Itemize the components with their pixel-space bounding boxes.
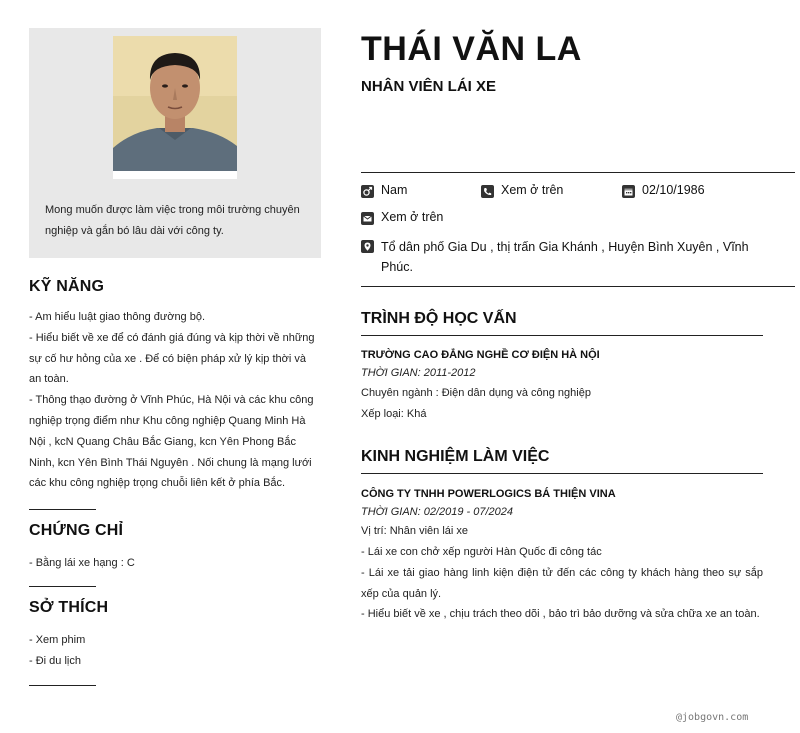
email-value: Xem ở trên bbox=[381, 210, 444, 224]
profile-photo bbox=[113, 36, 237, 179]
skill-item: - Am hiểu luật giao thông đường bộ. bbox=[29, 311, 206, 323]
address-row bbox=[361, 237, 761, 277]
profile-card bbox=[29, 28, 321, 258]
location-pin-icon bbox=[361, 239, 374, 252]
phone-icon bbox=[481, 185, 494, 198]
experience-period: THỜI GIAN: 02/2019 - 07/2024 bbox=[361, 506, 514, 518]
left-column bbox=[29, 28, 321, 667]
candidate-name: THÁI VĂN LA bbox=[361, 30, 582, 68]
education-title: TRÌNH ĐỘ HỌC VẤN bbox=[361, 310, 517, 327]
hobby-item: - Đi du lịch bbox=[29, 654, 81, 667]
education-major: Chuyên ngành : Điện dân dụng và công nghiệp bbox=[361, 387, 591, 399]
skills-title: KỸ NĂNG bbox=[29, 278, 105, 295]
email-row bbox=[361, 210, 443, 225]
gender-row bbox=[361, 183, 407, 198]
birthday-row bbox=[622, 183, 705, 198]
certificates-list bbox=[29, 553, 321, 574]
section-divider bbox=[29, 586, 96, 587]
company-name: CÔNG TY TNHH POWERLOGICS BÁ THIỆN VINA bbox=[361, 488, 616, 500]
certificates-title: CHỨNG CHỈ bbox=[29, 522, 124, 539]
skills-section bbox=[29, 278, 321, 494]
calendar-icon bbox=[622, 185, 635, 198]
experience-title: KINH NGHIỆM LÀM VIỆC bbox=[361, 448, 550, 465]
header bbox=[361, 28, 795, 95]
experience-duty: - Hiểu biết về xe , chịu trách theo dõi , bảo trì bảo dưỡng và sửa chữa xe an toàn. bbox=[361, 608, 760, 620]
hobbies-title: SỞ THÍCH bbox=[29, 599, 109, 616]
email-icon bbox=[361, 212, 374, 225]
birthday-value: 02/10/1986 bbox=[642, 183, 705, 197]
skill-item: - Hiểu biết về xe để có đánh giá đúng và kịp thời về những sự cố hư hỏng của xe . Để có biện pháp xử lý kịp thời và an toàn. bbox=[29, 331, 315, 386]
contact-bottom-rule bbox=[361, 286, 795, 287]
certificates-section bbox=[29, 522, 321, 574]
skills-list bbox=[29, 307, 321, 494]
experience-position: Vị trí: Nhân viên lái xe bbox=[361, 525, 468, 537]
certificate-item: - Bằng lái xe hạng : C bbox=[29, 557, 135, 569]
gender-value: Nam bbox=[381, 183, 408, 197]
phone-value: Xem ở trên bbox=[501, 183, 564, 197]
hobby-item: - Xem phim bbox=[29, 634, 86, 646]
school-name: TRƯỜNG CAO ĐẲNG NGHỀ CƠ ĐIỆN HÀ NỘI bbox=[361, 349, 600, 361]
career-objective: Mong muốn được làm việc trong môi trường chuyên nghiệp và gắn bó lâu dài với công ty. bbox=[45, 204, 300, 237]
phone-row bbox=[481, 183, 563, 198]
education-period: THỜI GIAN: 2011-2012 bbox=[361, 367, 476, 379]
section-divider bbox=[29, 685, 96, 686]
experience-duty: - Lái xe con chở xếp người Hàn Quốc đi công tác bbox=[361, 546, 602, 558]
gender-icon bbox=[361, 185, 374, 198]
watermark: @jobgovn.com bbox=[676, 712, 749, 723]
skill-item: - Thông thạo đường ở Vĩnh Phúc, Hà Nội và các khu công nghiệp trọng điểm như Khu công nghiệp Quang Minh Hà Nội , kcN Quang Châu Bắc Giang, kcn Yên Phong Bắc Ninh, kcn Yên Bình Thái Nguyên . Nối chung là mạng lưới các khu công nghiệp trọng chuỗi liên kết ở phía Bắc. bbox=[29, 394, 314, 490]
hobbies-list bbox=[29, 630, 321, 672]
section-divider bbox=[29, 509, 96, 510]
portrait-image bbox=[113, 36, 237, 179]
education-rule bbox=[361, 335, 763, 336]
experience-duty: - Lái xe tải giao hàng linh kiện điện tử đến các công ty khách hàng theo sự sắp xếp của quản lý. bbox=[361, 567, 763, 600]
experience-rule bbox=[361, 473, 763, 474]
job-title: NHÂN VIÊN LÁI XE bbox=[361, 78, 497, 95]
education-grade: Xếp loại: Khá bbox=[361, 408, 427, 420]
hobbies-section bbox=[29, 599, 321, 672]
address-value: Tổ dân phố Gia Du , thị trấn Gia Khánh , Huyện Bình Xuyên , Vĩnh Phúc. bbox=[381, 240, 749, 274]
photo-frame-strip bbox=[113, 171, 237, 179]
contact-top-rule bbox=[361, 172, 795, 173]
